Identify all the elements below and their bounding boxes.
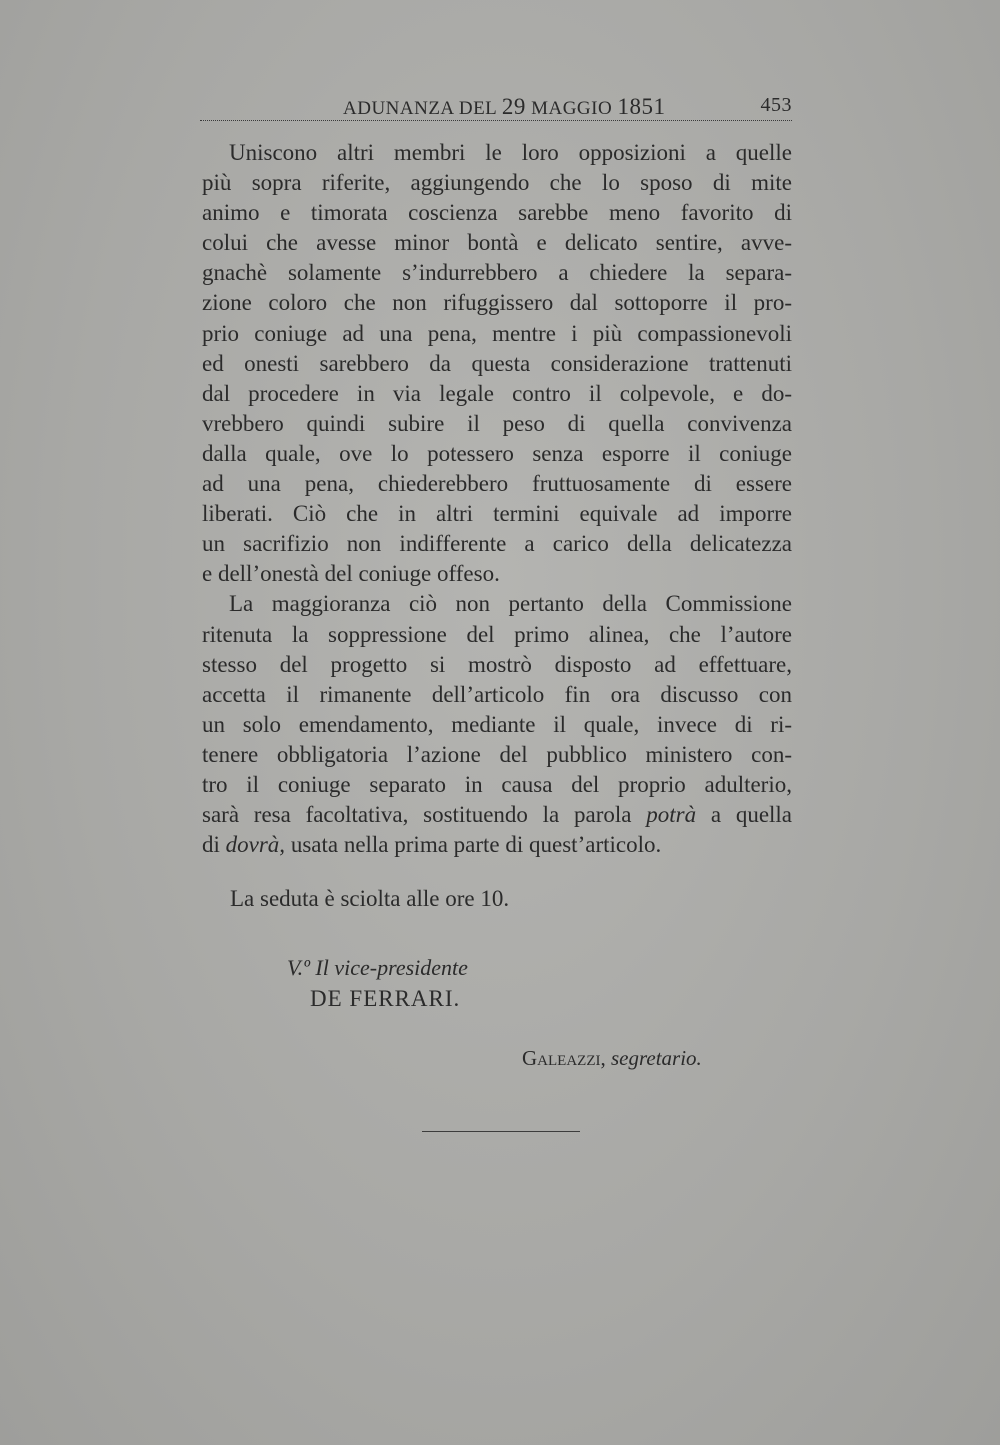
running-title-prefix: ADUNANZA DEL xyxy=(343,98,497,119)
text-line: ad una pena, chiederebbero fruttuosamente di essere xyxy=(202,471,792,497)
president-name: DE FERRARI. xyxy=(310,986,461,1011)
text-line: e dell’onestà del coniuge offeso. xyxy=(202,561,500,587)
paragraph-2 xyxy=(202,589,792,860)
text-line: liberati. Ciò che in altri termini equivale ad imporre xyxy=(202,501,792,527)
secretary-title: segretario. xyxy=(610,1046,702,1070)
running-title xyxy=(343,94,665,120)
italic-term: potrà xyxy=(646,802,697,828)
text-line: vrebbero quindi subire il peso di quella convivenza xyxy=(202,410,792,436)
header-rule xyxy=(200,120,792,121)
text-segment: usata nella prima parte di quest’articolo. xyxy=(285,832,662,858)
text-line: colui che avesse minor bontà e delicato sentire, avve- xyxy=(202,230,792,256)
text-line: animo e timorata coscienza sarebbe meno favorito di xyxy=(202,200,792,226)
closing-line: La seduta è sciolta alle ore 10. xyxy=(230,886,510,911)
page-number: 453 xyxy=(760,94,792,116)
running-title-month: MAGGIO xyxy=(531,98,613,119)
page-header xyxy=(200,90,792,120)
text-segment: di xyxy=(202,832,226,858)
text-line: un sacrifizio non indifferente a carico della delicatezza xyxy=(202,531,792,557)
text-line: tro il coniuge separato in causa del proprio adulterio, xyxy=(202,771,792,797)
running-title-day: 29 xyxy=(501,94,526,119)
text-line: più sopra riferite, aggiungendo che lo sposo di mite xyxy=(202,170,792,196)
visa-line: V.º Il vice-presidente xyxy=(287,955,468,980)
secretary-name: Galeazzi, xyxy=(522,1046,606,1070)
text-line xyxy=(202,800,792,830)
text-line: La maggioranza ciò non pertanto della Commissione xyxy=(229,591,792,617)
text-line: tenere obbligatoria l’azione del pubblico ministero con- xyxy=(202,741,792,767)
text-segment: sarà resa facoltativa, sostituendo la parola xyxy=(202,802,647,828)
text-line: gnachè solamente s’indurrebbero a chiedere la separa- xyxy=(202,260,792,286)
text-segment: a quella xyxy=(696,802,793,828)
text-line: ritenuta la soppressione del primo alinea, che l’autore xyxy=(202,621,792,647)
text-line: un solo emendamento, mediante il quale, invece di ri- xyxy=(202,711,792,737)
end-rule xyxy=(422,1131,580,1132)
running-title-year: 1851 xyxy=(617,94,666,119)
text-line: Uniscono altri membri le loro opposizioni a quelle xyxy=(229,140,792,165)
secretary-signature xyxy=(522,1046,702,1071)
text-line: zione coloro che non rifuggissero dal sottoporre il pro- xyxy=(202,290,792,316)
body-text xyxy=(202,138,792,860)
text-line: ed onesti sarebbero da questa considerazione trattenuti xyxy=(202,350,792,376)
text-line: dal procedere in via legale contro il colpevole, e do- xyxy=(202,380,792,406)
text-line: prio coniuge ad una pena, mentre i più compassionevoli xyxy=(202,320,792,346)
text-line: dalla quale, ove lo potessero senza esporre il coniuge xyxy=(202,440,792,466)
paragraph-1 xyxy=(202,138,792,589)
text-line xyxy=(202,830,792,860)
text-line: stesso del progetto si mostrò disposto ad effettuare, xyxy=(202,651,792,677)
text-line: accetta il rimanente dell’articolo fin ora discusso con xyxy=(202,681,792,707)
italic-term: dovrà, xyxy=(225,832,286,858)
